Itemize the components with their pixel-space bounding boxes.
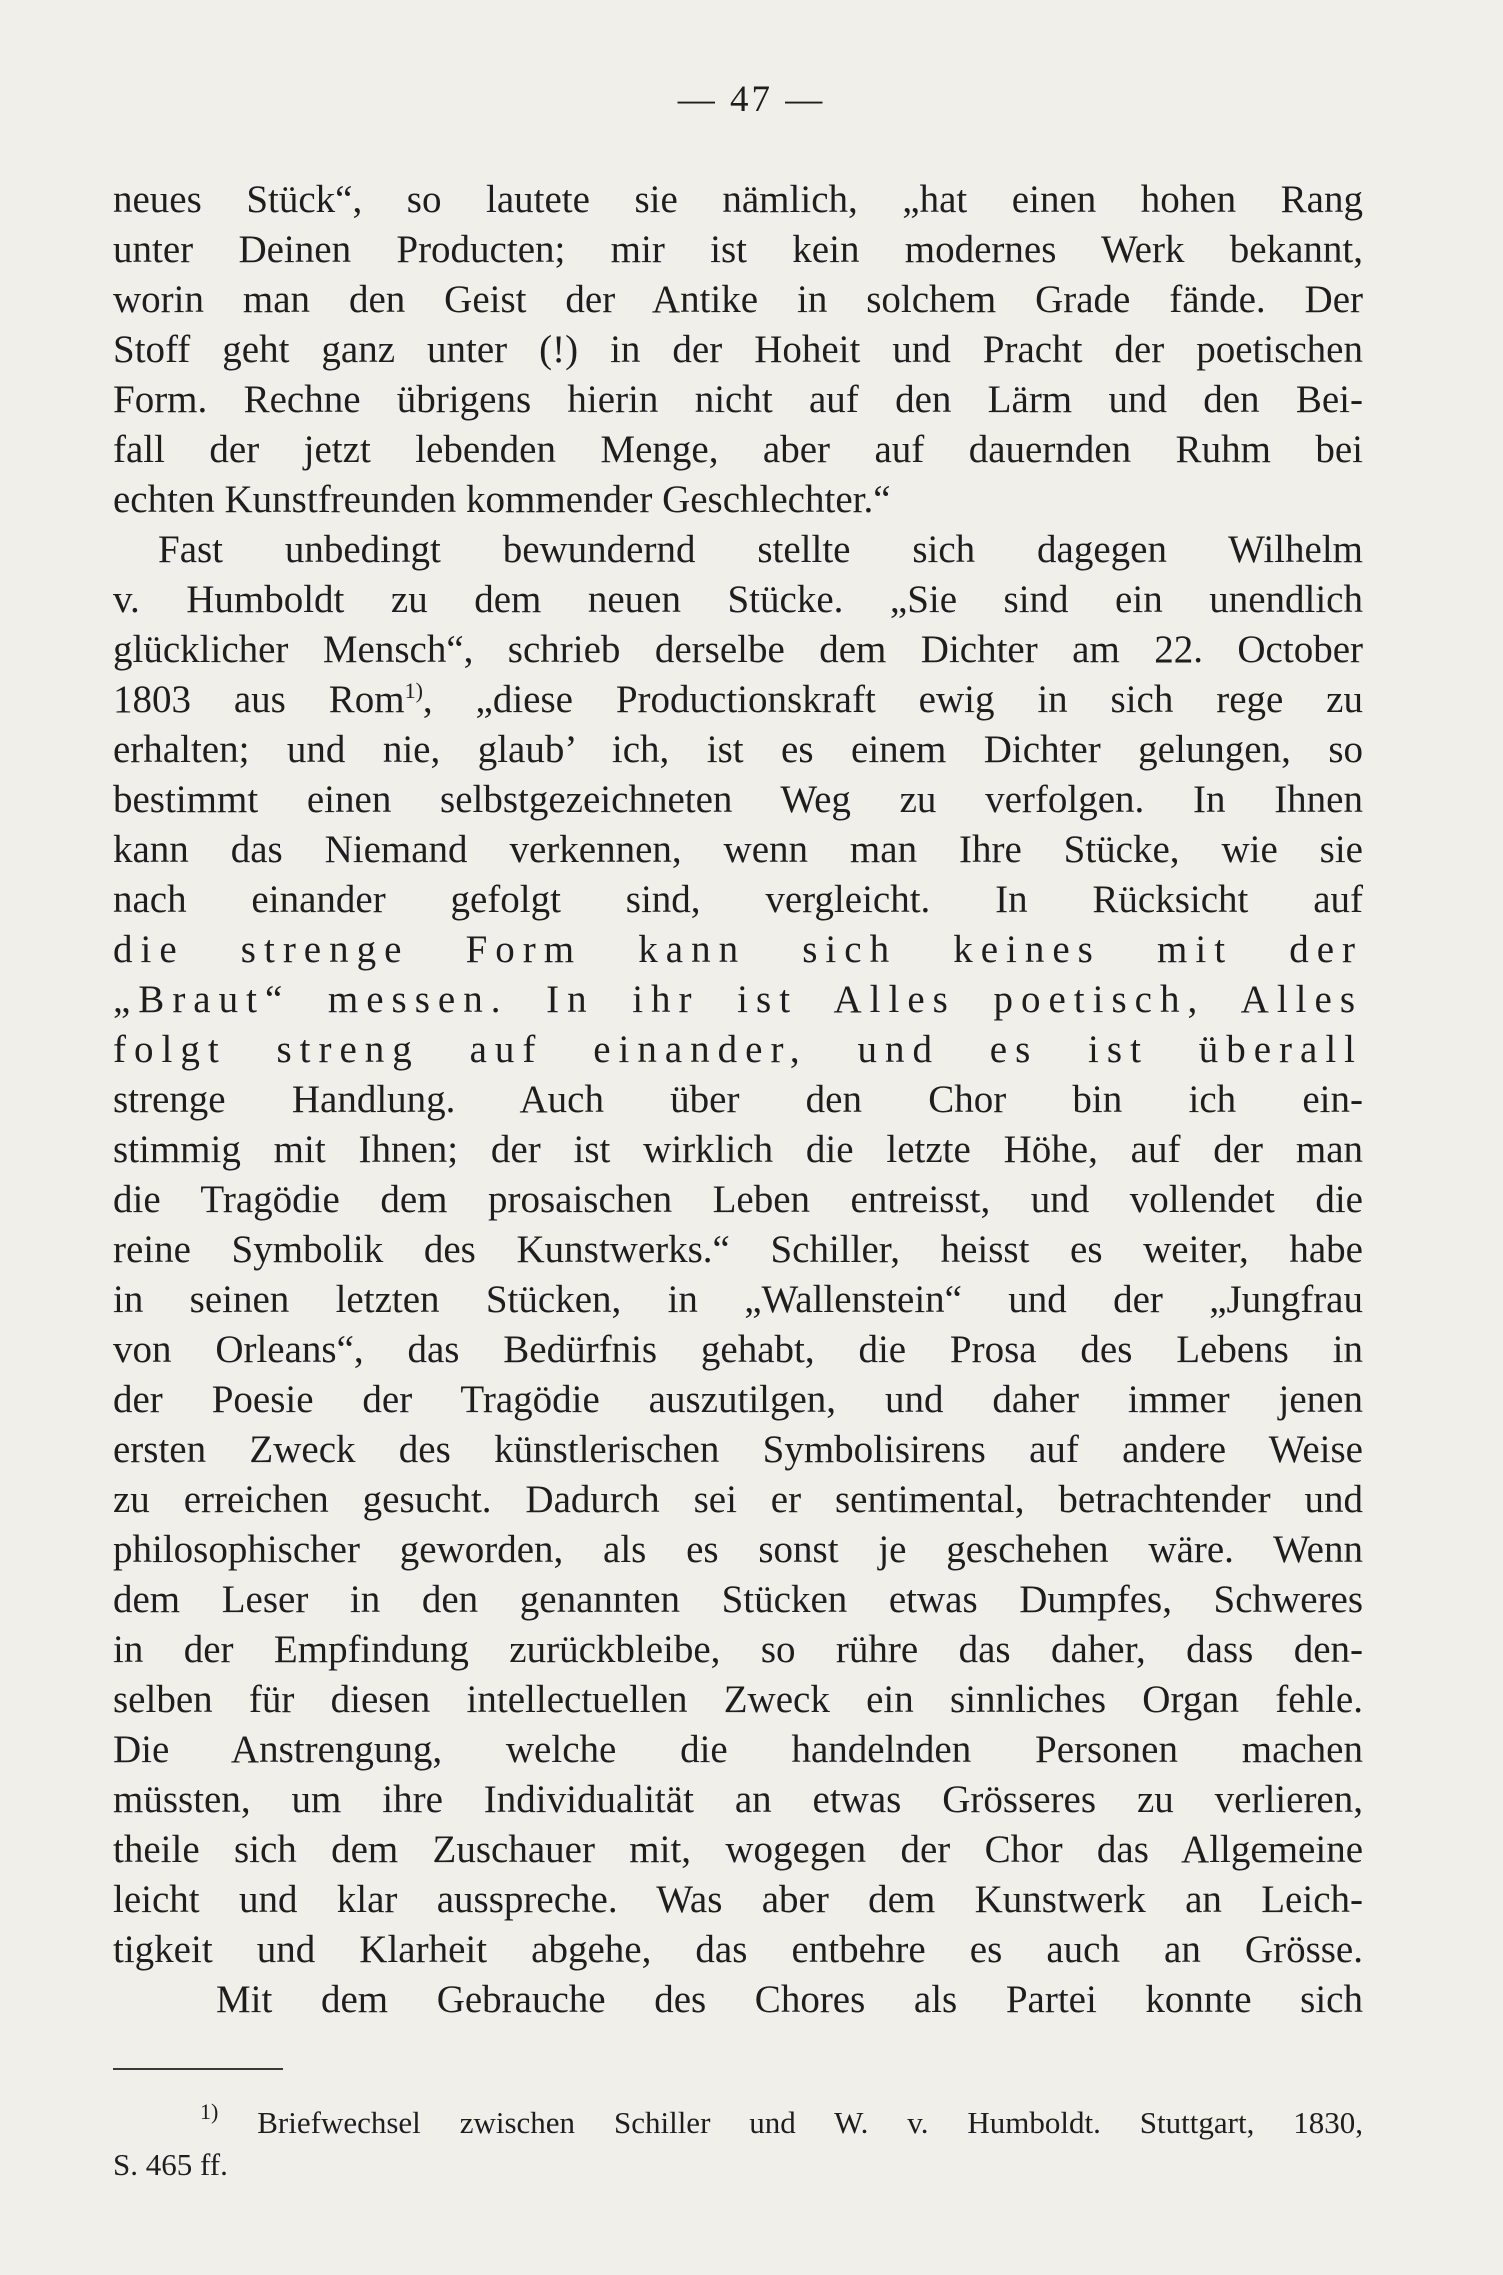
text-line: unter Deinen Producten; mir ist kein modernes Werk bekannt, [113, 228, 1363, 271]
text-line: von Orleans“, das Bedürfnis gehabt, die Prosa des Lebens in [113, 1328, 1363, 1371]
text-line-with-footnote-ref [113, 676, 1363, 724]
text-line-spaced: „Braut“ messen. In ihr ist Alles poetisch, Alles [113, 978, 1363, 1021]
text-line: der Poesie der Tragödie auszutilgen, und daher immer jenen [113, 1378, 1363, 1421]
text-line: Die Anstrengung, welche die handelnden Personen machen [113, 1728, 1363, 1771]
paragraph-first-line: Fast unbedingt bewundernd stellte sich dagegen Wilhelm [158, 528, 1363, 571]
text-line: echten Kunstfreunden kommender Geschlechter.“ [113, 478, 891, 521]
footnote-divider [113, 2068, 283, 2070]
text-line: müssten, um ihre Individualität an etwas Grösseres zu verlieren, [113, 1778, 1363, 1821]
text-line: dem Leser in den genannten Stücken etwas Dumpfes, Schweres [113, 1578, 1363, 1621]
text-line: Form. Rechne übrigens hierin nicht auf den Lärm und den Bei- [113, 378, 1363, 421]
text-line: zu erreichen gesucht. Dadurch sei er sentimental, betrachtender und [113, 1478, 1363, 1521]
text-line: fall der jetzt lebenden Menge, aber auf dauernden Ruhm bei [113, 428, 1363, 471]
text-line: Stoff geht ganz unter (!) in der Hoheit und Pracht der poetischen [113, 328, 1363, 371]
text-line: kann das Niemand verkennen, wenn man Ihre Stücke, wie sie [113, 828, 1363, 871]
text-line: theile sich dem Zuschauer mit, wogegen der Chor das Allgemeine [113, 1828, 1363, 1871]
paragraph-first-line: Mit dem Gebrauche des Chores als Partei konnte sich [216, 1978, 1363, 2021]
text-line: ersten Zweck des künstlerischen Symbolisirens auf andere Weise [113, 1428, 1363, 1471]
text-line-spaced: die strenge Form kann sich keines mit der [113, 928, 1363, 971]
text-line: erhalten; und nie, glaub’ ich, ist es einem Dichter gelungen, so [113, 728, 1363, 771]
text-line: glücklicher Mensch“, schrieb derselbe dem Dichter am 22. October [113, 628, 1363, 671]
footnote-line [200, 2099, 1364, 2142]
text-line: tigkeit und Klarheit abgehe, das entbehre es auch an Grösse. [113, 1928, 1363, 1971]
text-line: in seinen letzten Stücken, in „Wallenstein“ und der „Jungfrau [113, 1278, 1363, 1321]
text-line-spaced: folgt streng auf einander, und es ist überall [113, 1028, 1363, 1071]
text-line: strenge Handlung. Auch über den Chor bin ich ein- [113, 1078, 1363, 1121]
footnote-marker: 1) [200, 2099, 219, 2124]
text-line: bestimmt einen selbstgezeichneten Weg zu verfolgen. In Ihnen [113, 778, 1363, 821]
text-line: in der Empfindung zurückbleibe, so rühre das daher, dass den- [113, 1628, 1363, 1671]
text-line: reine Symbolik des Kunstwerks.“ Schiller, heisst es weiter, habe [113, 1228, 1363, 1271]
text-line: philosophischer geworden, als es sonst je geschehen wäre. Wenn [113, 1528, 1363, 1571]
text-line: die Tragödie dem prosaischen Leben entreisst, und vollendet die [113, 1178, 1363, 1221]
footnote-ref: 1) [404, 678, 423, 703]
text-line: leicht und klar ausspreche. Was aber dem Kunstwerk an Leich- [113, 1878, 1363, 1921]
text-line: neues Stück“, so lautete sie nämlich, „hat einen hohen Rang [113, 178, 1363, 221]
text-fragment: 1803 aus Rom [113, 678, 405, 721]
footnote-text: Briefwechsel zwischen Schiller und W. v. Humboldt. Stuttgart, 1830, [257, 2105, 1364, 2140]
text-line: worin man den Geist der Antike in solchem Grade fände. Der [113, 278, 1363, 321]
text-line: selben für diesen intellectuellen Zweck ein sinnliches Organ fehle. [113, 1678, 1363, 1721]
text-line: v. Humboldt zu dem neuen Stücke. „Sie sind ein unendlich [113, 578, 1363, 621]
text-line: stimmig mit Ihnen; der ist wirklich die letzte Höhe, auf der man [113, 1128, 1363, 1171]
text-line: nach einander gefolgt sind, vergleicht. In Rücksicht auf [113, 878, 1363, 921]
text-fragment: , „diese Productionskraft ewig in sich rege zu [422, 678, 1363, 721]
footnote-line: S. 465 ff. [113, 2147, 228, 2182]
page-number: — 47 — [677, 79, 826, 120]
